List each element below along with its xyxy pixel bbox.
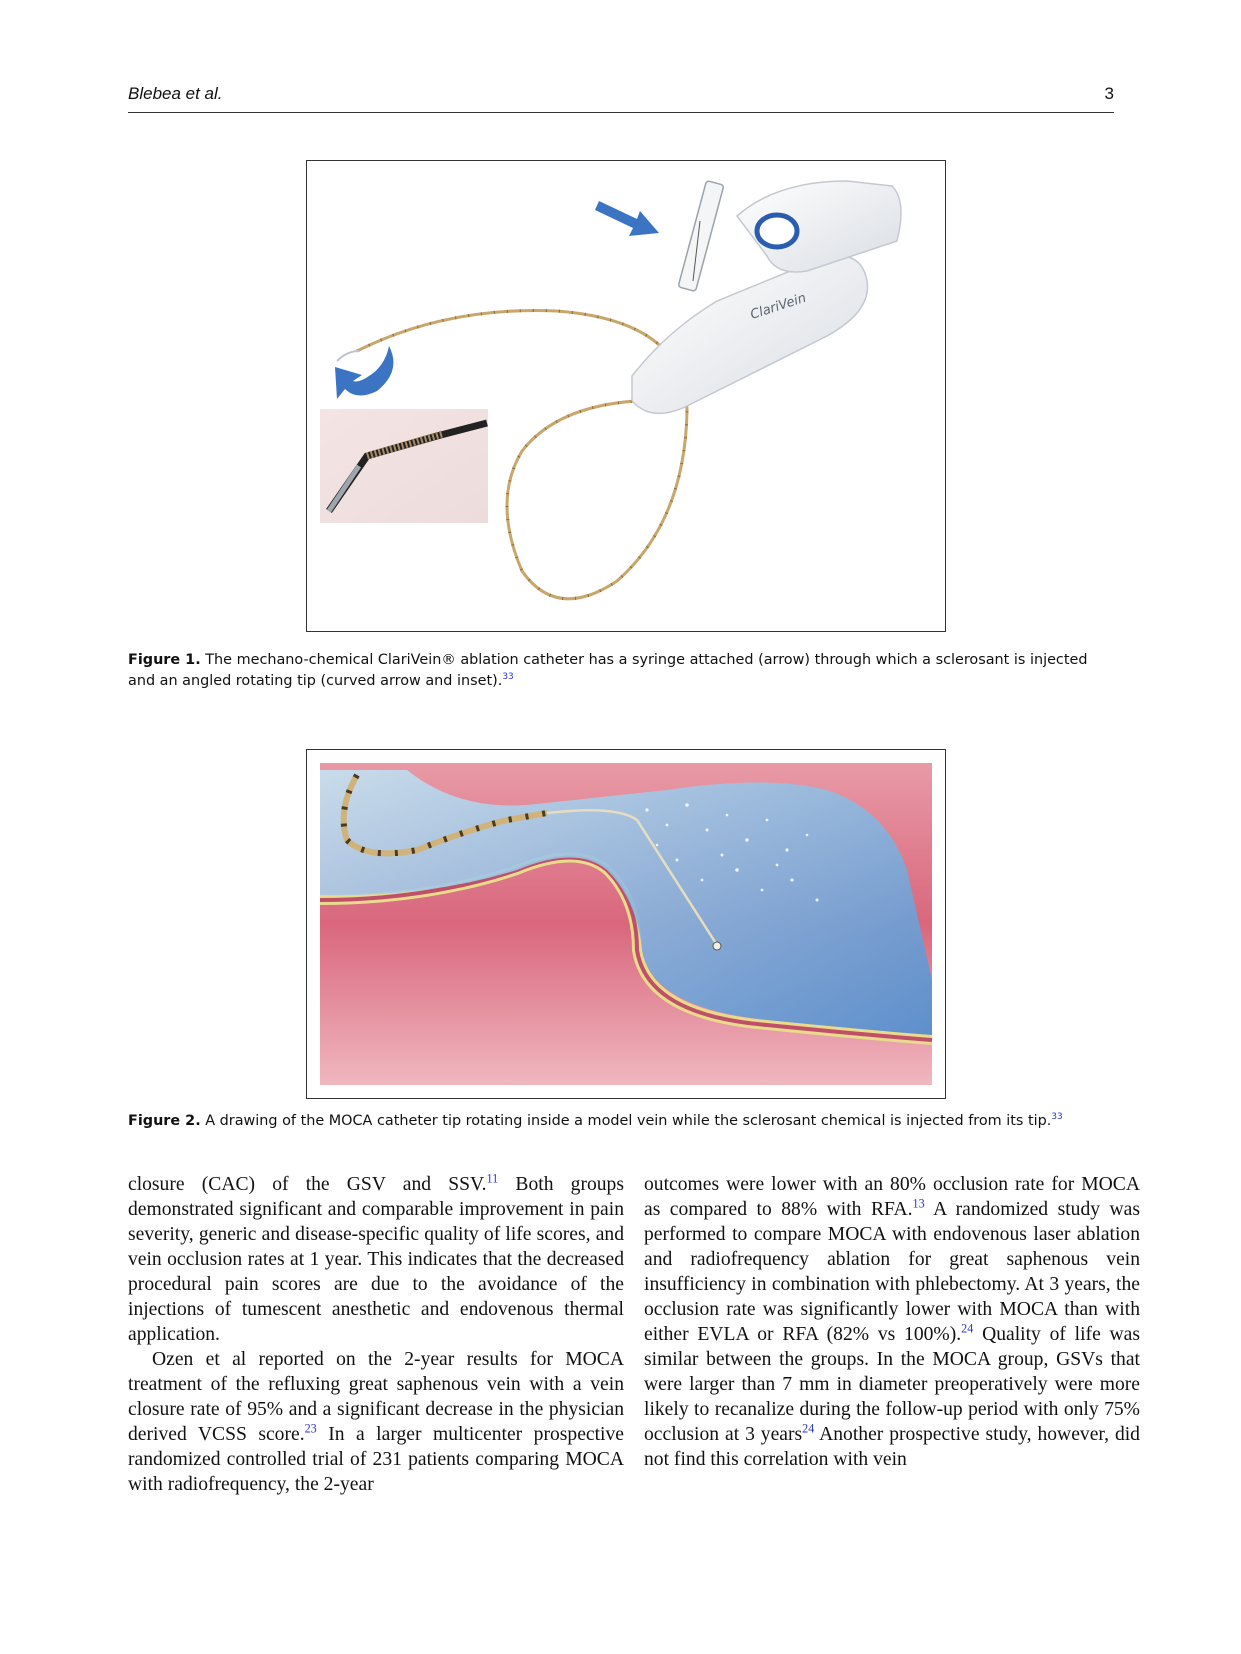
device-handle bbox=[632, 255, 868, 413]
citation-ref[interactable]: 23 bbox=[304, 1421, 317, 1436]
text-run: Another prospective study, however, did not find this correlation with vein bbox=[644, 1424, 1140, 1470]
text-run: closure (CAC) of the GSV and SSV. bbox=[128, 1174, 487, 1195]
figure-2-image bbox=[307, 750, 944, 1097]
figure-2-caption bbox=[128, 1111, 1118, 1132]
figure-2-ref[interactable]: 33 bbox=[1051, 1112, 1063, 1123]
text-run: outcomes were lower with an 80% occlusion rate for MOCA as compared to 88% with RFA. bbox=[644, 1174, 1140, 1220]
syringe bbox=[678, 181, 724, 292]
text-run: In a larger multicenter prospective randomized controlled trial of 231 patients comparing MOCA with radiofrequency, the 2-year bbox=[128, 1424, 624, 1495]
arrow-icon bbox=[595, 201, 659, 236]
figure-1-image bbox=[307, 161, 944, 630]
figure-2-label: Figure 2. bbox=[128, 1113, 201, 1129]
catheter-tip bbox=[337, 351, 359, 361]
figure-1-ref[interactable]: 33 bbox=[502, 672, 514, 683]
figure-1-frame bbox=[306, 160, 946, 632]
body-column-left bbox=[128, 1172, 624, 1497]
figure-1-caption bbox=[128, 650, 1118, 692]
paragraph bbox=[128, 1347, 624, 1497]
curved-arrow-icon bbox=[335, 346, 393, 399]
citation-ref[interactable]: 24 bbox=[961, 1321, 974, 1336]
running-header bbox=[128, 82, 1114, 113]
body-column-right bbox=[644, 1172, 1140, 1472]
citation-ref[interactable]: 24 bbox=[802, 1421, 815, 1436]
wire-tip bbox=[713, 942, 721, 950]
figure-2-frame bbox=[306, 749, 946, 1099]
paragraph bbox=[644, 1172, 1140, 1472]
text-run: A randomized study was performed to compare MOCA with endovenous laser ablation and radiofrequency ablation for great saphenous vein insufficiency in combination with phlebectomy. At 3 years, the occlusion rate was significantly lower with MOCA than with either EVLA or RFA (82% vs 100%). bbox=[644, 1199, 1140, 1345]
text-run: Both groups demonstrated significant and comparable improvement in pain severity, generic and disease-specific quality of life scores, and vein occlusion rates at 1 year. This indicates that the decreased procedural pain scores are due to the avoidance of the injections of tumescent anesthetic and endovenous thermal application. bbox=[128, 1174, 624, 1345]
figure-1-label: Figure 1. bbox=[128, 652, 201, 668]
page-number: 3 bbox=[1104, 84, 1114, 103]
figure-1-caption-text: The mechano-chemical ClariVein® ablation catheter has a syringe attached (arrow) through which a sclerosant is injected and an angled rotating tip (curved arrow and inset). bbox=[128, 652, 1088, 689]
figure-2-caption-text: A drawing of the MOCA catheter tip rotating inside a model vein while the sclerosant chemical is injected from its tip. bbox=[205, 1113, 1052, 1129]
device-ring bbox=[757, 215, 797, 247]
citation-ref[interactable]: 13 bbox=[912, 1196, 925, 1211]
citation-ref[interactable]: 11 bbox=[486, 1171, 499, 1186]
text-run: Quality of life was similar between the groups. In the MOCA group, GSVs that were larger than 7 mm in diameter preoperatively were more likely to recanalize during the follow-up period with only 75% occlusion at 3 years bbox=[644, 1324, 1140, 1445]
device-brand-label: ClariVein bbox=[748, 290, 809, 323]
text-run: Ozen et al reported on the 2-year results for MOCA treatment of the refluxing great saphenous vein with a vein closure rate of 95% and a significant decrease in the physician derived VCSS score. bbox=[128, 1349, 624, 1445]
paragraph bbox=[128, 1172, 624, 1347]
header-authors: Blebea et al. bbox=[128, 84, 223, 103]
